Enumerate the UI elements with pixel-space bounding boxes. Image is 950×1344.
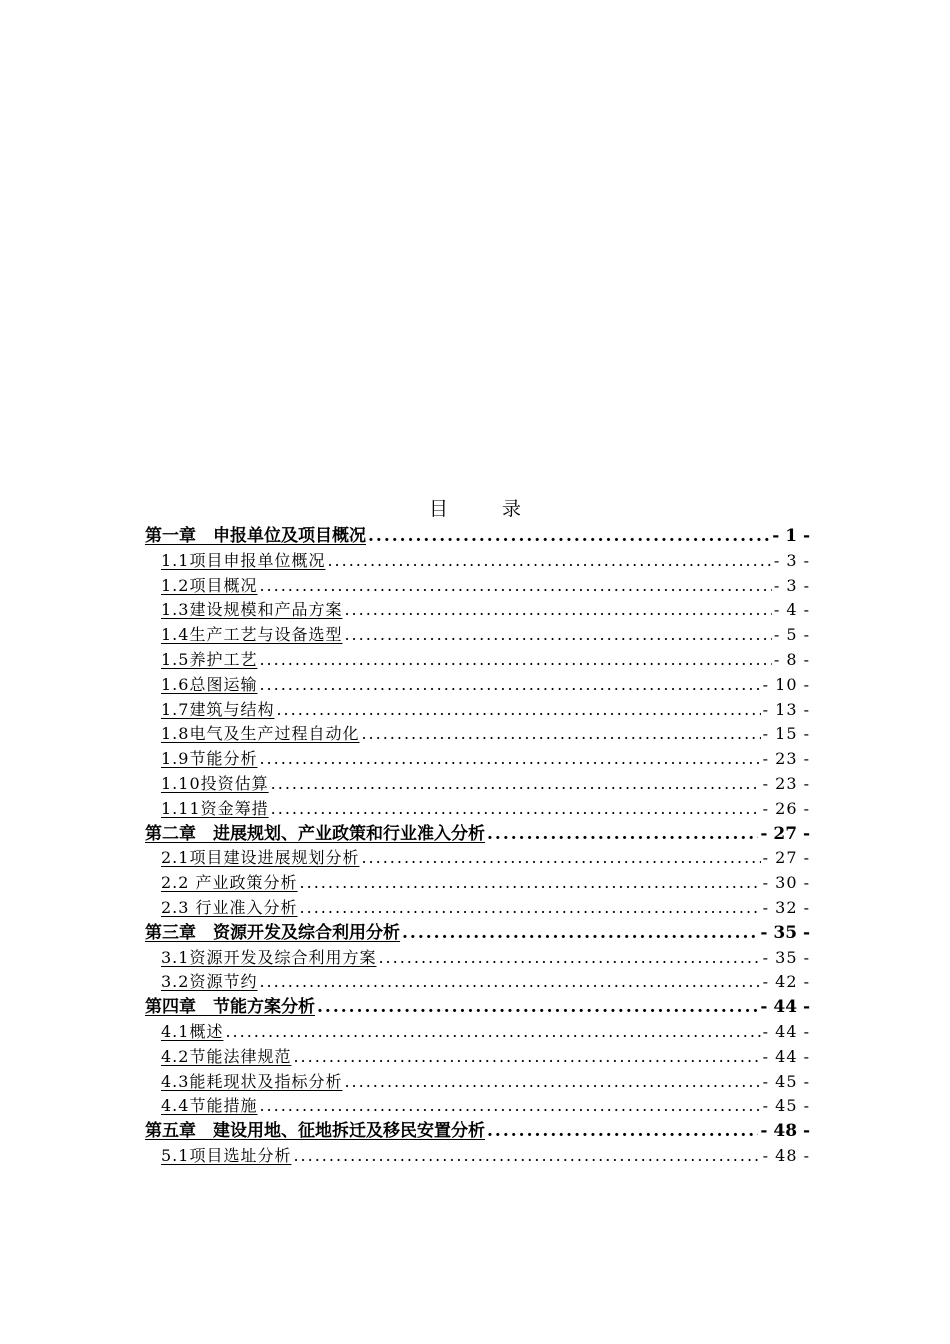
toc-dot-leader bbox=[225, 1020, 760, 1045]
toc-page-number: - 42 - bbox=[762, 972, 810, 992]
toc-dot-leader bbox=[293, 1045, 760, 1070]
toc-entry-title[interactable]: 1.2项目概况 bbox=[161, 575, 258, 595]
toc-page-number: - 3 - bbox=[773, 550, 810, 570]
toc-section-entry[interactable] bbox=[145, 698, 810, 723]
toc-entry-title[interactable]: 1.6总图运输 bbox=[161, 674, 258, 694]
toc-section-entry[interactable] bbox=[145, 549, 810, 574]
toc-section-entry[interactable] bbox=[145, 871, 810, 896]
toc-dot-leader bbox=[487, 1119, 758, 1144]
toc-section-entry[interactable] bbox=[145, 772, 810, 797]
toc-entry-title[interactable]: 1.10投资估算 bbox=[161, 773, 269, 793]
toc-section-entry[interactable] bbox=[145, 648, 810, 673]
toc-page-number: - 15 - bbox=[762, 724, 810, 744]
toc-chapter-entry[interactable] bbox=[145, 524, 810, 549]
toc-entry-title[interactable]: 2.2 产业政策分析 bbox=[161, 873, 298, 893]
toc-section-entry[interactable] bbox=[145, 1094, 810, 1119]
toc-page-number: - 44 - bbox=[760, 997, 810, 1018]
toc-page-number: - 3 - bbox=[773, 575, 810, 595]
toc-dot-leader bbox=[378, 946, 760, 971]
toc-page-number: - 44 - bbox=[762, 1046, 810, 1066]
toc-dot-leader bbox=[317, 995, 758, 1020]
toc-dot-leader bbox=[271, 772, 761, 797]
toc-section-entry[interactable] bbox=[145, 896, 810, 921]
toc-section-entry[interactable] bbox=[145, 970, 810, 995]
toc-page-number: - 48 - bbox=[762, 1145, 810, 1165]
toc-section-entry[interactable] bbox=[145, 846, 810, 871]
toc-page-number: - 35 - bbox=[762, 947, 810, 967]
toc-chapter-entry[interactable] bbox=[145, 921, 810, 946]
toc-entry-title[interactable]: 4.2节能法律规范 bbox=[161, 1046, 292, 1066]
toc-page-number: - 4 - bbox=[773, 600, 810, 620]
toc-page-number: - 13 - bbox=[762, 699, 810, 719]
toc-dot-leader bbox=[368, 524, 770, 549]
toc-entry-title[interactable]: 1.11资金筹措 bbox=[161, 798, 269, 818]
toc-page-number: - 23 - bbox=[762, 773, 810, 793]
toc-entry-title[interactable]: 第三章 资源开发及综合利用分析 bbox=[145, 922, 400, 943]
toc-entry-title[interactable]: 1.1项目申报单位概况 bbox=[161, 550, 326, 570]
toc-entry-title[interactable]: 3.1资源开发及综合利用方案 bbox=[161, 947, 377, 967]
toc-dot-leader bbox=[327, 549, 771, 574]
toc-dot-leader bbox=[259, 1094, 760, 1119]
toc-entry-title[interactable]: 1.8电气及生产过程自动化 bbox=[161, 724, 360, 744]
toc-dot-leader bbox=[259, 970, 760, 995]
toc-dot-leader bbox=[344, 1070, 760, 1095]
toc-dot-leader bbox=[402, 921, 758, 946]
toc-dot-leader bbox=[276, 698, 760, 723]
toc-entry-title[interactable]: 1.3建设规模和产品方案 bbox=[161, 600, 343, 620]
toc-dot-leader bbox=[487, 822, 758, 847]
toc-page-number: - 32 - bbox=[762, 897, 810, 917]
toc-dot-leader bbox=[259, 747, 760, 772]
toc-chapter-entry[interactable] bbox=[145, 995, 810, 1020]
toc-title: 目 录 bbox=[428, 498, 546, 520]
toc-section-entry[interactable] bbox=[145, 1045, 810, 1070]
toc-page-number: - 23 - bbox=[762, 749, 810, 769]
toc-section-entry[interactable] bbox=[145, 598, 810, 623]
toc-dot-leader bbox=[259, 673, 760, 698]
toc-entry-title[interactable]: 1.5养护工艺 bbox=[161, 649, 258, 669]
toc-entry-title[interactable]: 3.2资源节约 bbox=[161, 972, 258, 992]
toc-entry-title[interactable]: 2.1项目建设进展规划分析 bbox=[161, 848, 360, 868]
toc-entry-title[interactable]: 1.4生产工艺与设备选型 bbox=[161, 625, 343, 645]
toc-chapter-entry[interactable] bbox=[145, 1119, 810, 1144]
toc-section-entry[interactable] bbox=[145, 797, 810, 822]
toc-page-number: - 1 - bbox=[772, 526, 810, 546]
toc-page-number: - 30 - bbox=[762, 873, 810, 893]
toc-page-number: - 44 - bbox=[762, 1021, 810, 1041]
toc-dot-leader bbox=[293, 1144, 760, 1169]
toc-section-entry[interactable] bbox=[145, 623, 810, 648]
toc-entry-title[interactable]: 4.4节能措施 bbox=[161, 1096, 258, 1116]
toc-dot-leader bbox=[344, 598, 771, 623]
toc-page-number: - 45 - bbox=[762, 1071, 810, 1091]
toc-section-entry[interactable] bbox=[145, 946, 810, 971]
toc-page-number: - 27 - bbox=[760, 823, 810, 844]
toc-section-entry[interactable] bbox=[145, 574, 810, 599]
toc-section-entry[interactable] bbox=[145, 747, 810, 772]
toc-section-entry[interactable] bbox=[145, 1020, 810, 1045]
toc-dot-leader bbox=[300, 896, 761, 921]
toc-section-entry[interactable] bbox=[145, 722, 810, 747]
toc-entry-title[interactable]: 5.1项目选址分析 bbox=[161, 1145, 292, 1165]
toc-page-number: - 45 - bbox=[762, 1096, 810, 1116]
toc-page-number: - 8 - bbox=[773, 649, 810, 669]
toc-dot-leader bbox=[259, 648, 771, 673]
toc-dot-leader bbox=[300, 871, 761, 896]
toc-entry-title[interactable]: 第五章 建设用地、征地拆迁及移民安置分析 bbox=[145, 1121, 485, 1142]
toc-section-entry[interactable] bbox=[145, 1144, 810, 1169]
toc-dot-leader bbox=[259, 574, 771, 599]
toc-dot-leader bbox=[344, 623, 771, 648]
toc-entry-title[interactable]: 第四章 节能方案分析 bbox=[145, 997, 315, 1018]
table-of-contents bbox=[145, 524, 810, 1169]
toc-page-number: - 26 - bbox=[762, 798, 810, 818]
toc-entry-title[interactable]: 第二章 进展规划、产业政策和行业准入分析 bbox=[145, 823, 485, 844]
toc-page-number: - 48 - bbox=[760, 1121, 810, 1142]
toc-entry-title[interactable]: 4.3能耗现状及指标分析 bbox=[161, 1071, 343, 1091]
toc-page-number: - 35 - bbox=[760, 922, 810, 943]
toc-chapter-entry[interactable] bbox=[145, 822, 810, 847]
toc-entry-title[interactable]: 第一章 申报单位及项目概况 bbox=[145, 526, 366, 546]
toc-section-entry[interactable] bbox=[145, 1070, 810, 1095]
toc-dot-leader bbox=[361, 722, 760, 747]
toc-entry-title[interactable]: 4.1概述 bbox=[161, 1021, 224, 1041]
toc-page-number: - 10 - bbox=[762, 674, 810, 694]
toc-page-number: - 27 - bbox=[762, 848, 810, 868]
toc-dot-leader bbox=[271, 797, 761, 822]
toc-page-number: - 5 - bbox=[773, 625, 810, 645]
toc-entry-title[interactable]: 1.7建筑与结构 bbox=[161, 699, 275, 719]
toc-entry-title[interactable]: 2.3 行业准入分析 bbox=[161, 897, 298, 917]
toc-section-entry[interactable] bbox=[145, 673, 810, 698]
toc-entry-title[interactable]: 1.9节能分析 bbox=[161, 749, 258, 769]
toc-dot-leader bbox=[361, 846, 760, 871]
